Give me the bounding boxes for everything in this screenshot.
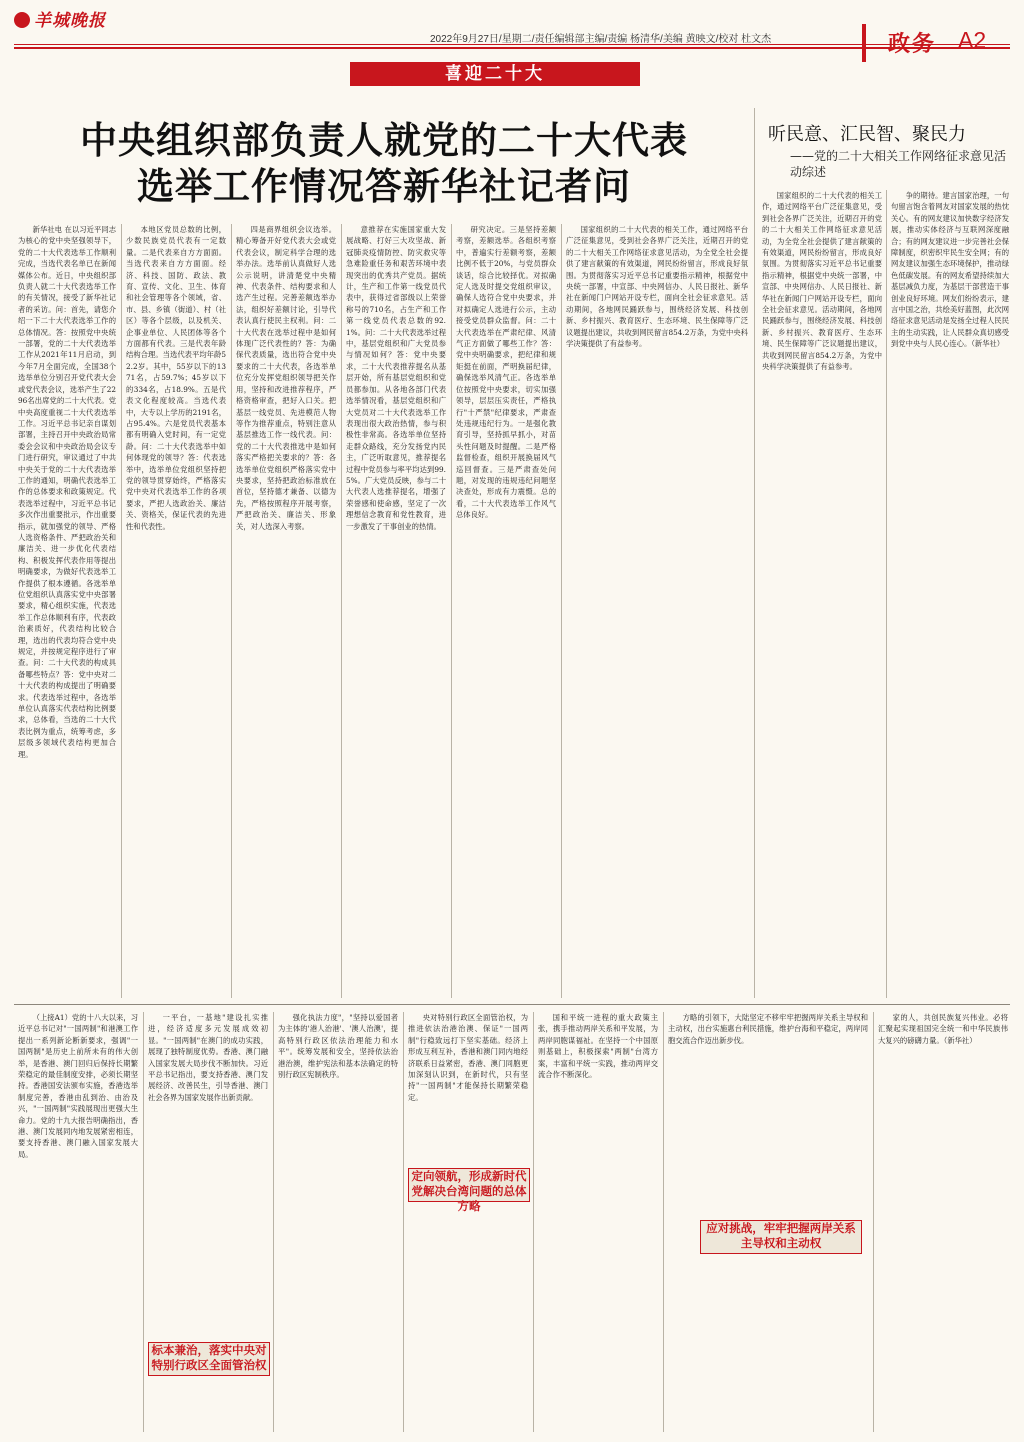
section-tab bbox=[862, 24, 1012, 62]
lower-article-column-1: （上接A1）党的十八大以来，习近平总书记对"一国两制"和港澳工作提出一系列新论断新要求，强调"一国两制"是历史上前所未有的伟大创举，是香港、澳门回归后保持长期繁荣稳定的最佳制度安排，必须长期坚持。香港国安法颁布实施，香港选举制度完善，香港由乱到治、由治及兴，"一国两制"实践展现出更强大生命力。党的十九大报告明确指出，香港、澳门发展同内地发展紧密相连，要支持香港、澳门融入国家发展大局。 bbox=[18, 1013, 138, 1159]
main-article-column-5: 研究决定。三是坚持差额考察，差额选举。各组织考察中，普遍实行差额考察，差额比例不低于20%，与党员群众谈话，综合比较择优。对拟确定人选及时提交党组织审议，确保人选符合党中央要求，并对拟确定人选进行公示，主动接受党员群众监督。问：二十大代表选举在严肃纪律、风清气正方面做了哪些工作？答：党中央明确要求，把纪律和规矩挺在前面，严明换届纪律，确保选举风清气正。各选举单位按照党中央要求，切实加强领导，层层压实责任，严格执行"十严禁"纪律要求，严肃查处违规违纪行为。一是强化教育引导，坚持抓早抓小，对苗头性问题及时提醒。二是严格监督检查，组织开展换届风气巡回督查。三是严肃查处问题，对发现的违规违纪问题坚决查处，形成有力震慑。总的看，二十大代表选举工作风气总体良好。 bbox=[456, 225, 556, 520]
headline-line-1: 中央组织部负责人就党的二十大代表 bbox=[80, 119, 688, 162]
column-divider bbox=[231, 224, 232, 998]
column-divider bbox=[341, 224, 342, 998]
page-code: A2 bbox=[958, 27, 987, 53]
column-divider bbox=[403, 1012, 404, 1432]
lower-article-column-7: 家的人，共创民族复兴伟业。必将汇聚起实现祖国完全统一和中华民族伟大复兴的磅礴力量。（新华社） bbox=[878, 1013, 1008, 1045]
logo-icon bbox=[14, 12, 30, 28]
column-divider bbox=[873, 1012, 874, 1432]
sidebar-article-column-2: 争的期待。建言国家治理，一句句留言饱含着网友对国家发展的热忱关心。有的网友建议加快数字经济发展，推动实体经济与互联网深度融合；有的网友建议进一步完善社会保障制度，织密织牢民生安全网；有的网友建议加强生态环境保护，推动绿色低碳发展。有的网友希望持续加大基层减负力度，为基层干部营造干事创业良好环境。网友们纷纷表示，建言中国之治，共绘美好蓝图，此次网络征求意见活动是发扬全过程人民民主的生动实践，让人民群众真切感受到党中央与人民心连心。（新华社） bbox=[891, 191, 1009, 349]
lower-article-column-4: 央对特别行政区全面管治权，为推进依法治港治澳、保证"一国两制"行稳致远打下坚实基础。经济上形成互利互补，香港和澳门同内地经济联系日益紧密，香港、澳门同胞更加深刻认识到，在新时代，只有坚持"一国两制"才能保持长期繁荣稳定。 bbox=[408, 1013, 528, 1102]
sidebar-subtitle: ——党的二十大相关工作网络征求意见活动综述 bbox=[790, 149, 1007, 179]
column-divider bbox=[561, 224, 562, 998]
main-article-column-4: 意推荐在实施国家重大发展战略、打好三大攻坚战、新冠肺炎疫情防控、防灾救灾等急难险重任务和艰苦环境中表现突出的优秀共产党员。据统计，生产和工作第一线党员代表中，获得过省部级以上荣誉称号的710名，占生产和工作第一线党员代表总数的92.1%。问：二十大代表选举过程中，基层党组织和广大党员参与情况如何？答：党中央要求，二十大代表推荐提名从基层开始，所有基层党组织和党员都参加。从各地各部门代表选举情况看，基层党组织和广大党员对二十大代表选举工作表现出很大政治热情，参与积极性非常高。各选举单位坚持走群众路线，充分发扬党内民主，广泛听取意见，推荐提名过程中党员参与率平均达到99.5%。广大党员反映，参与二十大代表人选推荐提名，增强了荣誉感和使命感，坚定了一次理想信念教育和党性教育，进一步激发了干事创业的热情。 bbox=[346, 225, 446, 531]
column-divider bbox=[121, 224, 122, 998]
sidebar-title: 听民意、汇民智、聚民力 bbox=[768, 124, 966, 145]
masthead-rule bbox=[14, 44, 1010, 45]
lower-article-column-6: 方略的引领下，大陆坚定不移牢牢把握两岸关系主导权和主动权，出台实施惠台利民措施，维护台海和平稳定，两岸同胞交流合作迈出新步伐。 bbox=[668, 1013, 868, 1045]
newspaper-logo: 羊城晚报 bbox=[14, 6, 106, 31]
section-name: 政务 bbox=[888, 31, 937, 56]
subhead: 应对挑战，牢牢把握两岸关系主导权和主动权 bbox=[700, 1220, 862, 1254]
sidebar-divider bbox=[754, 108, 755, 998]
main-article-column-3: 四是商界组织会议选举。精心筹备开好党代表大会或党代表会议，制定科学合理的选举办法。选举前认真做好人选公示说明，讲清楚党中央精神、代表条件、结构要求和人选产生过程。完善差额选举办法，组织好差额讨论，引导代表认真行使民主权利。问：二十大代表在选举过程中是如何体现广泛代表性的？答：为确保代表质量，选出符合党中央要求的二十大代表，各选举单位充分发挥党组织领导把关作用，坚持和改进推荐程序，严格资格审查，把好入口关。把基层一线党员、先进模范人物等作为推荐重点，特别注意从基层推选工作一线代表。问：党的二十大代表推选中是如何落实严格把关要求的？答：各选举单位党组织严格落实党中央要求，坚持把政治标准放在首位，坚持德才兼备、以德为先，严格按照程序开展考察，严把政治关、廉洁关、形象关，对人选深入考察。 bbox=[236, 225, 336, 531]
issue-meta: 2022年9月27日/星期二/责任编辑部主编/责编 杨清华/美编 黄映文/校对 杜文杰 bbox=[430, 34, 772, 45]
main-article-column-2: 本地区党员总数的比例，少数民族党员代表有一定数量。二是代表来自方方面面。当选代表来自方方面面。经济、科技、国防、政法、教育、宣传、文化、卫生、体育和社会管理等各个领域，省、市、县、乡镇（街道）、村（社区）等各个层级，以及机关、企事业单位、人民团体等各个方面都有代表。三是代表年龄结构合理。当选代表平均年龄52.2岁。其中，55岁以下的1371名，占59.7%；45岁以下的334名，占18.9%。五是代表文化程度较高。当选代表中，大专以上学历的2191名，占95.4%。六是党员代表基本都有明确入党时间，有一定党龄。问：二十大代表选举中如何体现党的领导？答：代表选举中，选举单位党组织坚持把党的领导贯穿始终，严格落实党中央对代表选举工作的各项要求，严把人选政治关、廉洁关、资格关，保证代表的先进性和代表性。 bbox=[126, 225, 226, 531]
column-divider bbox=[886, 190, 887, 998]
banner: 喜迎二十大 bbox=[350, 62, 640, 86]
main-article-column-6: 国家组织的二十大代表的相关工作，通过网络平台广泛征集意见，受到社会各界广泛关注，近期召开的党的二十大相关工作网络征求意见活动，为全党全社会提供了建言献策的有效渠道，网民纷纷留言，形成良好氛围。为贯彻落实习近平总书记重要指示精神，根据党中央统一部署，中宣部、中央网信办、人民日报社、新华社在新闻门户网站开设专栏，面向全社会征求意见。活动期间，各地网民踊跃参与，围绕经济发展、科技创新、乡村振兴、教育医疗、生态环境、民生保障等广泛议题提出建议，共收到网民留言854.2万条，为党中央科学决策提供了有益参考。 bbox=[566, 225, 748, 349]
column-divider bbox=[143, 1012, 144, 1432]
lower-article-column-5: 国和平统一进程的重大政策主张，携手推动两岸关系和平发展，为两岸同胞谋福祉。在坚持一个中国原则基础上，积极探索"两制"台湾方案，丰富和平统一实践，推动两岸交流合作不断深化。 bbox=[538, 1013, 658, 1080]
fold-rule bbox=[14, 1004, 1010, 1005]
subhead: 定向领航，形成新时代党解决台湾问题的总体方略 bbox=[408, 1168, 530, 1202]
main-article-column-1: 新华社电 在以习近平同志为核心的党中央坚强领导下，党的二十大代表选举工作顺利完成，当选代表名单已在新闻媒体公布。近日，中央组织部负责人就二十大代表选举工作的有关情况，接受了新华社记者的采访。问：首先，请您介绍一下二十大代表选举工作的总体情况。答：按照党中央统一部署，党的二十大代表选举工作从2021年11月启动，到今年7月全面完成，全国38个选举单位分别召开党代表大会或党代表会议，选举产生了2296名出席党的二十大代表。党中央高度重视二十大代表选举工作。习近平总书记亲自谋划部署，主持召开中央政治局常委会会议和中央政治局会议专门进行研究，审议通过了中共中央关于党的二十大代表选举工作的通知，明确代表选举工作的总体要求和政策规定。代表选举过程中，习近平总书记多次作出重要批示，作出重要指示，就加强党的领导、严格人选资格条件、严把政治关和廉洁关、进一步优化代表结构、积极发挥代表作用等提出明确要求，为做好代表选举工作提供了根本遵循。各选举单位党组织认真落实党中央部署要求，精心组织实施，代表选举工作总体顺利有序，代表政治素质好，代表结构比较合理，选出的代表均符合党中央规定，并按规定程序进行了审查。问：二十大代表的构成具备哪些特点？答：党中央对二十大代表的构成提出了明确要求。代表选举过程中，各选举单位认真落实代表结构比例要求，总体看，当选的二十大代表比例为重点，统筹考虑，多层级多领域代表结构更加合理。 bbox=[18, 225, 116, 759]
sidebar-article-column-1: 国家组织的二十大代表的相关工作，通过网络平台广泛征集意见，受到社会各界广泛关注，近期召开的党的二十大相关工作网络征求意见活动，为全党全社会提供了建言献策的有效渠道，网民纷纷留言，形成良好氛围。为贯彻落实习近平总书记重要指示精神，根据党中央统一部署，中宣部、中央网信办、人民日报社、新华社在新闻门户网站开设专栏，面向全社会征求意见。活动期间，各地网民踊跃参与，围绕经济发展、科技创新、乡村振兴、教育医疗、生态环境、民生保障等广泛议题提出建议，共收到网民留言854.2万条，为党中央科学决策提供了有益参考。 bbox=[762, 191, 882, 372]
subhead: 标本兼治，落实中央对特别行政区全面管治权 bbox=[148, 1342, 270, 1376]
masthead-rule-thick bbox=[14, 47, 1010, 49]
column-divider bbox=[451, 224, 452, 998]
column-divider bbox=[663, 1012, 664, 1432]
lower-article-column-2: 一平台，一基地"建设扎实推进，经济适度多元发展成效初显。"一国两制"在澳门的成功实践，展现了独特制度优势。香港、澳门融入国家发展大局步伐不断加快。习近平总书记指出，要支持香港、澳门发展经济、改善民生，引导香港、澳门社会各界为国家发展作出新贡献。 bbox=[148, 1013, 268, 1102]
column-divider bbox=[273, 1012, 274, 1432]
lower-article-column-3: 强化执法力度"，"坚持以爱国者为主体的'港人治港'、'澳人治澳'，提高特别行政区依法治理能力和水平"。统筹发展和安全，坚持依法治港治澳，维护宪法和基本法确定的特别行政区宪制秩序。 bbox=[278, 1013, 398, 1080]
column-divider bbox=[533, 1012, 534, 1432]
headline-line-2: 选举工作情况答新华社记者问 bbox=[137, 165, 631, 208]
